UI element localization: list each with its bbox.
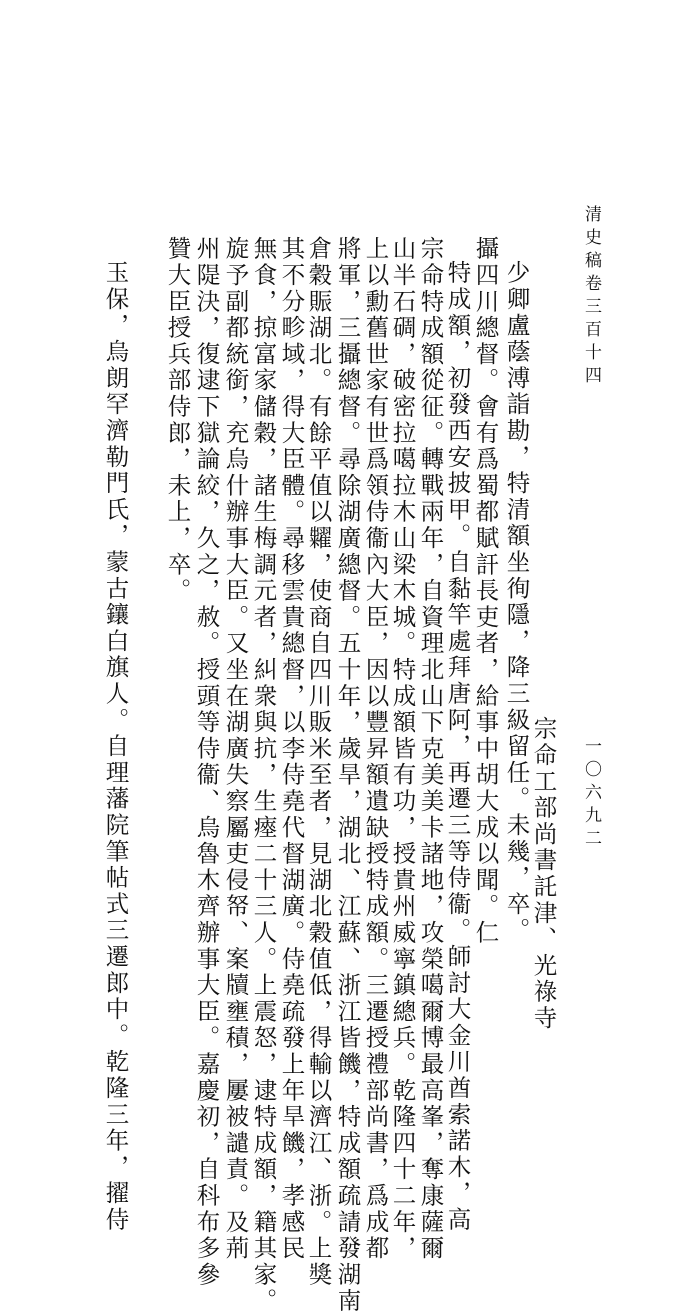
text-column: 特成額，初發西安披甲。自黏竿處拜唐阿，再遷三等侍衞。師討大金川酋索諾木，高 <box>443 260 472 1234</box>
text-column: 上以勳舊世家有世爲領侍衞內大臣，因以豐昇額遺缺授特成額。三遷授禮部尚書，爲成都 <box>361 236 390 1262</box>
book-title: 清史稿卷三百十四 <box>581 205 601 389</box>
text-column: 旋予副都統銜，充烏什辦事大臣。又坐在湖廣失察屬吏侵帑、案牘壅積，屢被譴責。及荊 <box>221 236 250 1262</box>
text-column: 贊大臣授兵部侍郎，未上，卒。 <box>163 236 192 605</box>
text-column: 山半石碉，破密拉噶拉木山梁木城。特成額皆有功，授貴州威寧鎮總兵。乾隆四十二年， <box>388 236 417 1262</box>
text-column: 將軍，三攝總督。尋除湖廣總督。五十年，歲旱，湖北、江蘇、浙江皆饑，特成額疏請發湖南 <box>333 236 362 1314</box>
text-column: 其不分畛域，得大臣體。尋移雲貴總督，以李侍堯代督湖廣。侍堯疏發上年旱饑，孝感民 <box>277 236 306 1262</box>
page-number: 一〇六九二 <box>581 737 601 852</box>
text-column: 攝四川總督。會有爲蜀都賦訐長吏者，給事中胡大成以聞。仁 <box>471 236 500 947</box>
text-column: 州隄決，復逮下獄論絞，久之，赦。授頭等侍衞、烏魯木齊辦事大臣。嘉慶初，自科布多參 <box>192 236 221 1288</box>
text-column: 宗命工部尚書託津、光祿寺 <box>529 716 558 1032</box>
text-column: 少卿盧蔭溥詣勘，特清額坐徇隱，降三級留任。未幾，卒。 <box>502 260 531 944</box>
text-column: 宗命特成額從征。轉戰兩年，自資理北山下克美美卡諸地，攻榮噶爾博最高峯，奪康薩爾 <box>416 236 445 1262</box>
text-column: 玉保，烏朗罕濟勒門氏，蒙古鑲白旗人。自理藩院筆帖式三遷郎中。乾隆三年，擢侍 <box>101 260 130 1234</box>
text-column: 倉穀賑湖北。有餘平值以糶，使商自四川販米至者，見湖北穀值低，得輸以濟江、浙。上獎 <box>304 236 333 1288</box>
text-column: 無食，掠富家儲穀，諸生梅調元者，糾衆與抗，生瘞二十三人。上震怒，逮特成額，籍其家。 <box>249 236 278 1314</box>
